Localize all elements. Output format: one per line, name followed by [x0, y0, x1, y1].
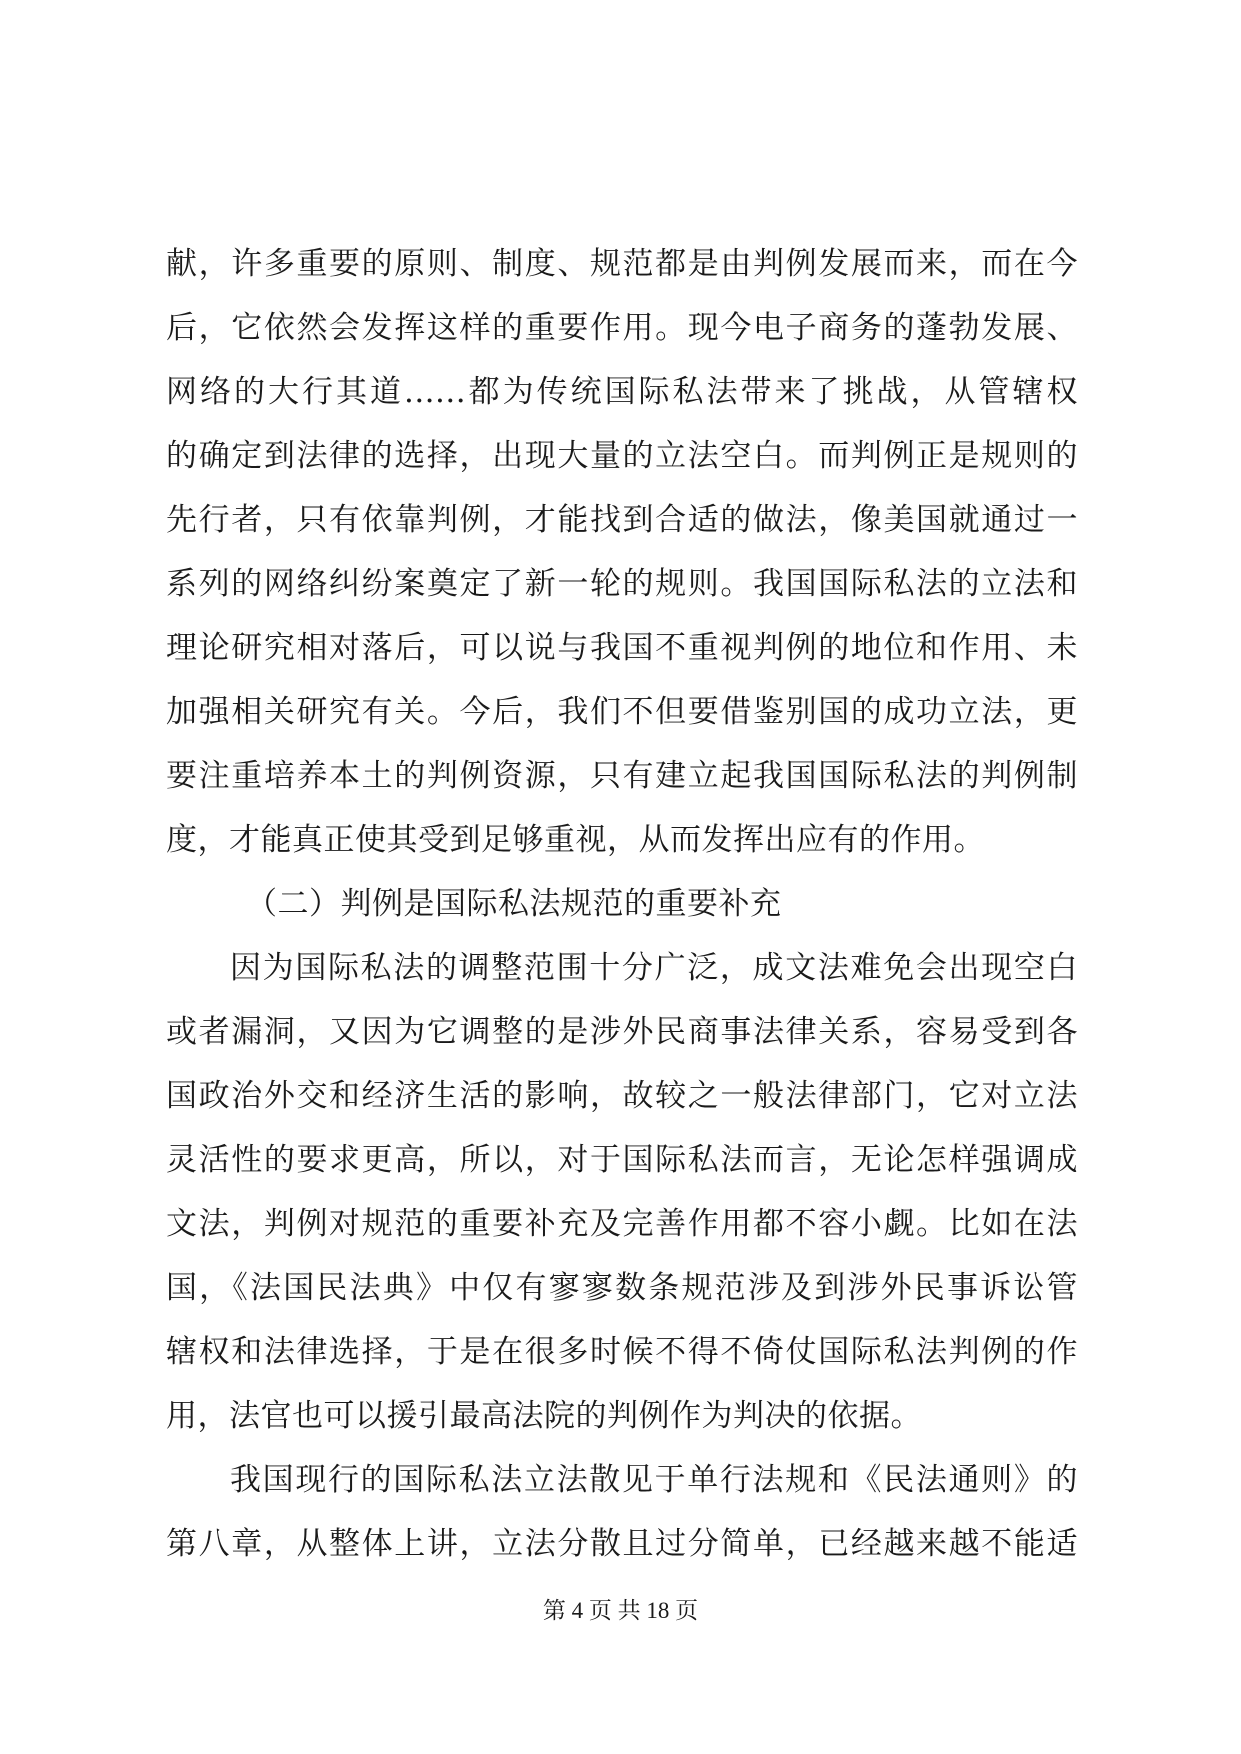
text-line: 度，才能真正使其受到足够重视，从而发挥出应有的作用。 [166, 822, 985, 858]
text-line: 国政治外交和经济生活的影响，故较之一般法律部门，它对立法 [166, 1078, 1078, 1114]
text-line: 灵活性的要求更高，所以，对于国际私法而言，无论怎样强调成 [166, 1142, 1078, 1178]
text-line: 因为国际私法的调整范围十分广泛，成文法难免会出现空白 [230, 950, 1078, 986]
text-line: 系列的网络纠纷案奠定了新一轮的规则。我国国际私法的立法和 [166, 566, 1078, 602]
text-line: 的确定到法律的选择，出现大量的立法空白。而判例正是规则的 [166, 438, 1078, 474]
text-line: 我国现行的国际私法立法散见于单行法规和《民法通则》的 [230, 1462, 1078, 1498]
text-line: 网络的大行其道......都为传统国际私法带来了挑战，从管辖权 [166, 374, 1078, 410]
text-line: 加强相关研究有关。今后，我们不但要借鉴别国的成功立法，更 [166, 694, 1078, 730]
text-line: 国，《法国民法典》中仅有寥寥数条规范涉及到涉外民事诉讼管 [166, 1270, 1078, 1306]
text-line: 文法，判例对规范的重要补充及完善作用都不容小觑。比如在法 [166, 1206, 1078, 1242]
page-number-footer: 第 4 页 共 18 页 [542, 1598, 699, 1623]
text-line: 要注重培养本土的判例资源，只有建立起我国国际私法的判例制 [166, 758, 1078, 794]
text-line: 辖权和法律选择，于是在很多时候不得不倚仗国际私法判例的作 [166, 1334, 1078, 1370]
text-line: 第八章，从整体上讲，立法分散且过分简单，已经越来越不能适 [166, 1526, 1078, 1562]
text-line: 先行者，只有依靠判例，才能找到合适的做法，像美国就通过一 [166, 502, 1078, 538]
text-line: 或者漏洞，又因为它调整的是涉外民商事法律关系，容易受到各 [166, 1014, 1078, 1050]
text-line: 献，许多重要的原则、制度、规范都是由判例发展而来，而在今 [166, 246, 1078, 282]
document-body [166, 232, 1078, 1576]
text-line: 用，法官也可以援引最高法院的判例作为判决的依据。 [166, 1398, 922, 1434]
text-line: 理论研究相对落后，可以说与我国不重视判例的地位和作用、未 [166, 630, 1078, 666]
text-line: 后，它依然会发挥这样的重要作用。现今电子商务的蓬勃发展、 [166, 310, 1078, 346]
section-heading: （二）判例是国际私法规范的重要补充 [246, 886, 782, 922]
